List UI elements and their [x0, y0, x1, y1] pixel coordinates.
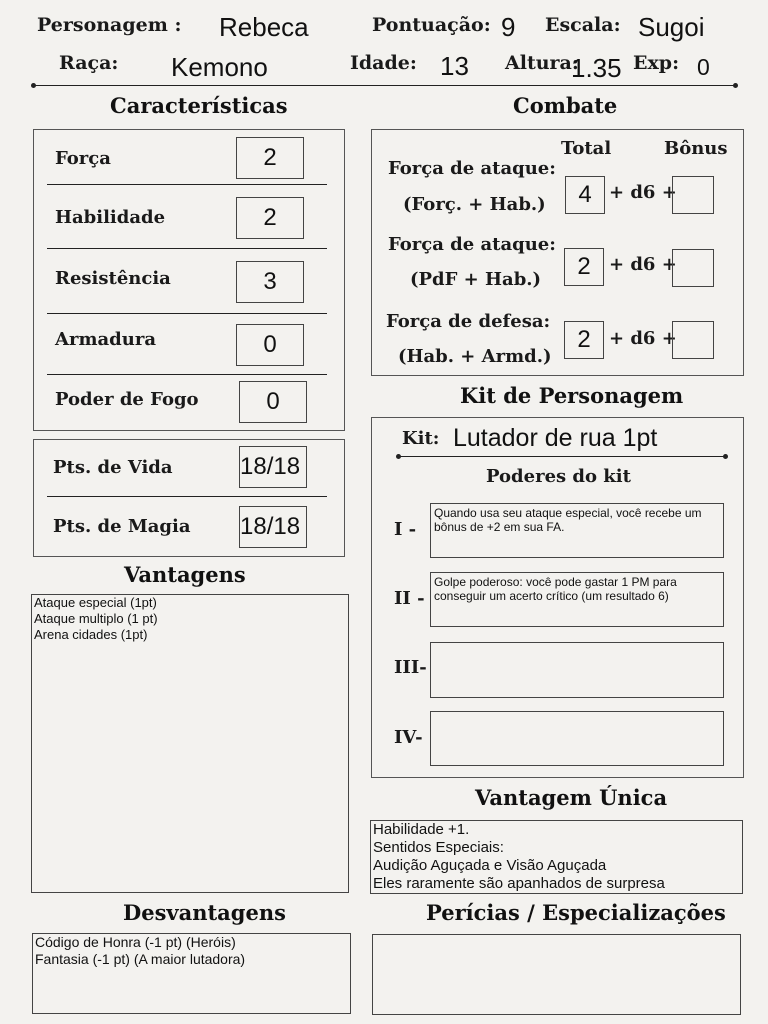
fa-forca-total[interactable]: 4 [565, 176, 605, 214]
fa-pdf-line1: Força de ataque: [388, 234, 556, 255]
combate-title: Combate [513, 93, 618, 118]
bonus-header: Bônus [664, 138, 728, 159]
divider-dot [396, 454, 401, 459]
fa-forca-line2: (Forç. + Hab.) [403, 194, 546, 215]
dice-label: + d6 + [609, 254, 677, 275]
idade-value[interactable]: 13 [440, 51, 469, 81]
divider-dot [31, 83, 36, 88]
fd-total[interactable]: 2 [564, 321, 604, 359]
fa-forca-bonus[interactable] [672, 176, 714, 214]
total-header: Total [561, 138, 612, 159]
poder-de-fogo-value[interactable]: 0 [239, 381, 307, 423]
list-item: Arena cidades (1pt) [34, 627, 148, 642]
poder-4-box[interactable] [430, 711, 724, 766]
pts-magia-label: Pts. de Magia [53, 516, 191, 537]
kit-value[interactable]: Lutador de rua 1pt [453, 424, 658, 452]
pts-vida-value[interactable]: 18/18 [239, 446, 307, 488]
poder-3-box[interactable] [430, 642, 724, 698]
poder-1-num: I - [394, 519, 417, 540]
pericias-title: Perícias / Especializações [426, 900, 726, 925]
header-divider [34, 85, 734, 86]
list-item: Audição Aguçada e Visão Aguçada [373, 857, 607, 874]
armadura-value[interactable]: 0 [236, 324, 304, 366]
dice-label: + d6 + [609, 328, 677, 349]
list-item: Habilidade +1. [373, 821, 470, 838]
row-divider [47, 496, 327, 497]
desvantagens-list[interactable] [32, 933, 351, 1014]
pontuacao-value[interactable]: 9 [501, 12, 516, 42]
habilidade-label: Habilidade [55, 207, 166, 228]
list-item: Ataque especial (1pt) [34, 595, 157, 610]
row-divider [47, 313, 327, 314]
pericias-list[interactable] [372, 934, 741, 1015]
escala-value[interactable]: Sugoi [638, 12, 705, 42]
poder-1-box[interactable]: Quando usa seu ataque especial, você recebe um bônus de +2 em sua FA. [430, 503, 724, 558]
poder-2-box[interactable]: Golpe poderoso: você pode gastar 1 PM para conseguir um acerto crítico (um resultado 6) [430, 572, 724, 627]
fd-line2: (Hab. + Armd.) [398, 346, 552, 367]
poder-de-fogo-label: Poder de Fogo [55, 389, 199, 410]
list-item: Fantasia (-1 pt) (A maior lutadora) [35, 951, 246, 967]
fa-forca-line1: Força de ataque: [388, 158, 556, 179]
personagem-value[interactable]: Rebeca [219, 12, 309, 42]
vantagens-list[interactable] [31, 594, 349, 893]
idade-label: Idade: [350, 52, 417, 74]
pts-magia-value[interactable]: 18/18 [239, 506, 307, 548]
list-item: Eles raramente são apanhados de surpresa [373, 875, 665, 892]
list-item: Sentidos Especiais: [373, 839, 504, 856]
vantagens-title: Vantagens [124, 562, 246, 587]
exp-value[interactable]: 0 [697, 54, 710, 80]
desvantagens-title: Desvantagens [123, 900, 286, 925]
exp-label: Exp: [633, 52, 680, 74]
poderes-title: Poderes do kit [486, 466, 631, 487]
divider-dot [723, 454, 728, 459]
resistencia-label: Resistência [55, 268, 171, 289]
fa-pdf-line2: (PdF + Hab.) [410, 269, 542, 290]
caracteristicas-title: Características [110, 93, 288, 118]
altura-label: Altura: [505, 52, 579, 74]
personagem-label: Personagem : [37, 14, 182, 36]
poder-2-num: II - [394, 588, 425, 609]
fa-pdf-total[interactable]: 2 [564, 248, 604, 286]
raca-value[interactable]: Kemono [171, 52, 268, 82]
dice-label: + d6 + [609, 182, 677, 203]
pontuacao-label: Pontuação: [372, 14, 491, 36]
row-divider [47, 248, 327, 249]
vantagem-unica-title: Vantagem Única [475, 785, 668, 810]
fd-line1: Força de defesa: [386, 311, 551, 332]
altura-value[interactable]: 1.35 [571, 53, 622, 83]
resistencia-value[interactable]: 3 [236, 261, 304, 303]
pts-vida-label: Pts. de Vida [53, 457, 173, 478]
fd-bonus[interactable] [672, 321, 714, 359]
list-item: Código de Honra (-1 pt) (Heróis) [35, 934, 236, 950]
row-divider [47, 184, 327, 185]
poder-4-num: IV- [394, 727, 423, 748]
poder-3-num: III- [394, 657, 427, 678]
list-item: Ataque multiplo (1 pt) [34, 611, 158, 626]
divider-dot [733, 83, 738, 88]
raca-label: Raça: [59, 52, 119, 74]
forca-value[interactable]: 2 [236, 137, 304, 179]
forca-label: Força [55, 148, 111, 169]
kit-label: Kit: [402, 428, 440, 449]
armadura-label: Armadura [55, 329, 156, 350]
vantagem-unica-list[interactable] [370, 820, 743, 894]
kit-title: Kit de Personagem [460, 383, 684, 408]
fa-pdf-bonus[interactable] [672, 249, 714, 287]
kit-divider [398, 456, 725, 457]
row-divider [47, 374, 327, 375]
escala-label: Escala: [545, 14, 621, 36]
habilidade-value[interactable]: 2 [236, 197, 304, 239]
